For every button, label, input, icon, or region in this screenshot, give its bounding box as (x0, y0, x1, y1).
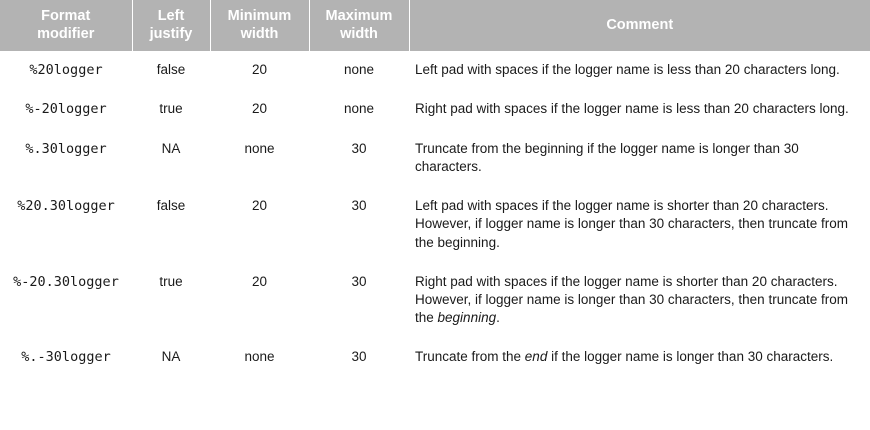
cell-maximum-width: 30 (309, 262, 409, 338)
cell-format-modifier: %-20.30logger (0, 262, 132, 338)
table-row (0, 90, 870, 129)
cell-minimum-width: 20 (210, 90, 309, 129)
cell-format-modifier: %-20logger (0, 90, 132, 129)
cell-maximum-width: 30 (309, 187, 409, 263)
table-row (0, 262, 870, 338)
table-row (0, 51, 870, 90)
cell-left-justify: true (132, 90, 210, 129)
cell-minimum-width: none (210, 338, 309, 377)
column-header-left-justify (132, 0, 210, 51)
cell-comment-text-part2: . (496, 310, 500, 326)
table-header-row (0, 0, 870, 51)
cell-comment: Left pad with spaces if the logger name is less than 20 characters long. (409, 51, 870, 90)
column-header-format-modifier-line2: modifier (37, 26, 95, 43)
cell-format-modifier: %.-30logger (0, 338, 132, 377)
cell-left-justify: false (132, 51, 210, 90)
cell-maximum-width: 30 (309, 129, 409, 186)
cell-maximum-width: none (309, 51, 409, 90)
column-header-left-justify-line1: Left (157, 8, 185, 24)
cell-comment (409, 262, 870, 338)
column-header-left-justify-line2: justify (149, 26, 193, 43)
cell-left-justify: NA (132, 338, 210, 377)
cell-comment (409, 338, 870, 377)
cell-comment-text-part1: Truncate from the (415, 349, 525, 365)
table-row (0, 129, 870, 186)
cell-left-justify: NA (132, 129, 210, 186)
cell-maximum-width: none (309, 90, 409, 129)
column-header-maximum-width-line2: width (340, 26, 378, 43)
column-header-format-modifier-line1: Format (41, 8, 91, 24)
table-body (0, 51, 870, 377)
cell-format-modifier: %.30logger (0, 129, 132, 186)
column-header-maximum-width-line1: Maximum (325, 8, 393, 24)
cell-format-modifier: %20.30logger (0, 187, 132, 263)
cell-comment-text-part2: if the logger name is longer than 30 characters. (547, 349, 834, 365)
cell-maximum-width: 30 (309, 338, 409, 377)
cell-minimum-width: none (210, 129, 309, 186)
cell-minimum-width: 20 (210, 51, 309, 90)
cell-comment-text-part1: Right pad with spaces if the logger name is shorter than 20 characters. However, if logger name is longer than 30 characters, then truncate from the (415, 273, 848, 326)
table-row (0, 187, 870, 263)
table-header (0, 0, 870, 51)
cell-comment-emphasis: end (524, 349, 548, 365)
cell-left-justify: true (132, 262, 210, 338)
cell-comment: Right pad with spaces if the logger name is less than 20 characters long. (409, 90, 870, 129)
cell-comment-emphasis: beginning (437, 310, 497, 326)
column-header-minimum-width-line2: width (240, 26, 279, 43)
column-header-minimum-width (210, 0, 309, 51)
column-header-format-modifier (0, 0, 132, 51)
column-header-minimum-width-line1: Minimum (227, 8, 292, 24)
column-header-comment-line1: Comment (606, 17, 674, 34)
cell-left-justify: false (132, 187, 210, 263)
table-row (0, 338, 870, 377)
cell-comment: Truncate from the beginning if the logger name is longer than 30 characters. (409, 129, 870, 186)
cell-format-modifier: %20logger (0, 51, 132, 90)
cell-minimum-width: 20 (210, 262, 309, 338)
column-header-comment (409, 0, 870, 51)
cell-minimum-width: 20 (210, 187, 309, 263)
column-header-maximum-width (309, 0, 409, 51)
cell-comment: Left pad with spaces if the logger name is shorter than 20 characters. However, if logger name is longer than 30 characters, then truncate from the beginning. (409, 187, 870, 263)
